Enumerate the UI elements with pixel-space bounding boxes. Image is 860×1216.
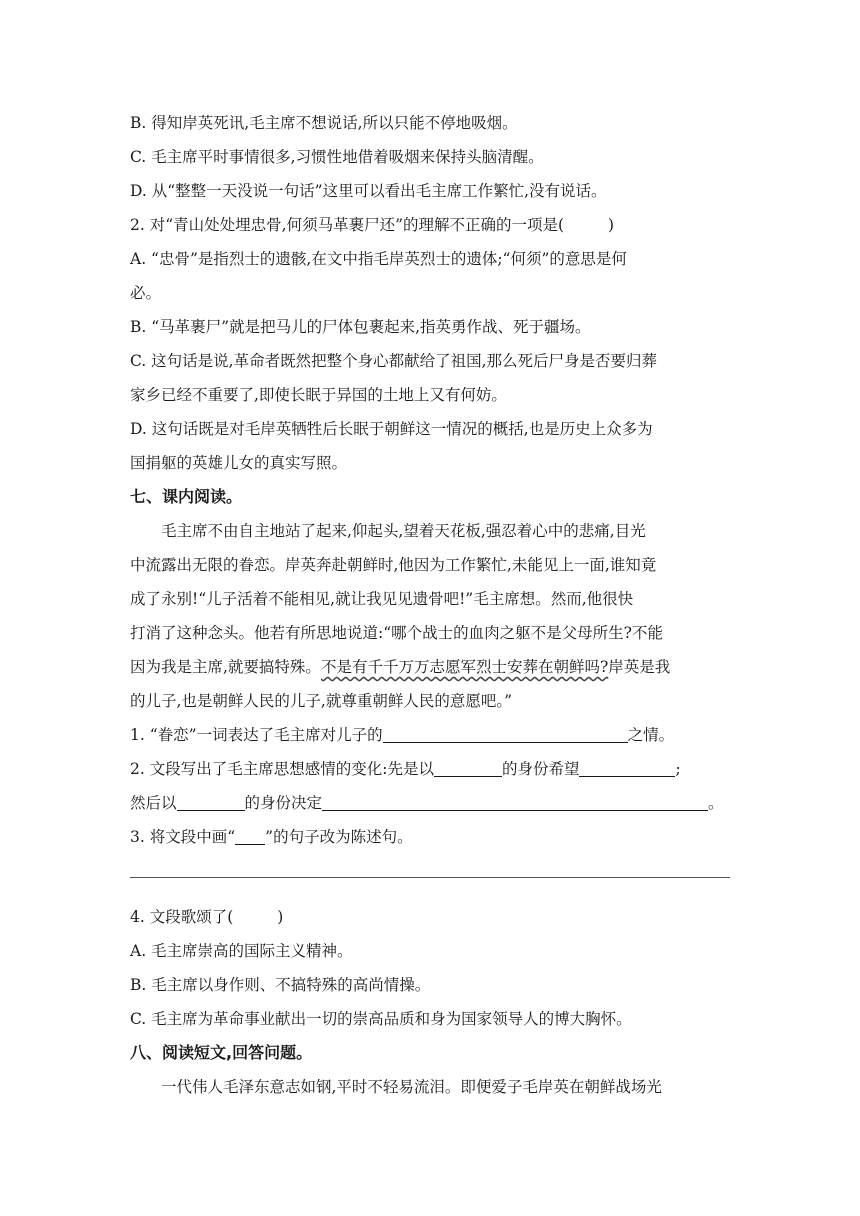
wavy-underlined-sentence: 不是有千千万万志愿军烈士安葬在朝鲜吗? — [320, 658, 609, 676]
passage-text: 因为我是主席,就要搞特殊。 — [130, 658, 321, 676]
q4-option-b: B. 毛主席以身作则、不搞特殊的高尚情操。 — [130, 976, 431, 994]
passage-line: 毛主席不由自主地站了起来,仰起头,望着天花板,强忍着心中的悲痛,目光 — [161, 522, 646, 540]
question-text: 然后以 — [130, 794, 177, 812]
question-text: 之情。 — [627, 726, 675, 744]
question-2-fill — [130, 752, 730, 786]
underline-mark — [235, 827, 265, 845]
question-2-fill-cont — [130, 786, 730, 820]
fill-blank[interactable] — [579, 756, 675, 777]
worksheet-page — [130, 106, 730, 1104]
question-text: 的身份决定 — [244, 794, 323, 812]
option-d: D. 从“整整一天没说一句话”这里可以看出毛主席工作繁忙,没有说话。 — [130, 182, 607, 200]
q4-option-c: C. 毛主席为革命事业献出一切的崇高品质和身为国家领导人的博大胸怀。 — [130, 1010, 632, 1028]
q2-option-b: B. “马革裹尸”就是把马儿的尸体包裹起来,指英勇作战、死于疆场。 — [130, 318, 591, 336]
q2-option-d-line1: D. 这句话既是对毛岸英牺牲后长眠于朝鲜这一情况的概括,也是历史上众多为 — [130, 420, 653, 438]
question-text: 1. “眷恋”一词表达了毛主席对儿子的 — [130, 726, 383, 744]
q2-option-a-line1: A. “忠骨”是指烈士的遗骸,在文中指毛岸英烈士的遗体;“何须”的意思是何 — [130, 250, 627, 268]
q2-option-a-line2: 必。 — [130, 284, 162, 302]
question-text: 的身份希望 — [501, 760, 580, 778]
section-8-heading: 八、阅读短文,回答问题。 — [130, 1043, 313, 1062]
answer-rule — [130, 877, 730, 878]
passage-line — [130, 650, 730, 684]
q4-option-a: A. 毛主席崇高的国际主义精神。 — [130, 942, 353, 960]
passage-line: 的儿子,也是朝鲜人民的儿子,就尊重朝鲜人民的意愿吧。” — [130, 692, 513, 710]
section-7-heading: 七、课内阅读。 — [130, 487, 243, 506]
question-text: ”的句子改为陈述句。 — [265, 828, 413, 846]
passage-line: 成了永别!“儿子活着不能相见,就让我见见遗骨吧!”毛主席想。然而,他很快 — [130, 590, 634, 608]
question-2 — [130, 208, 730, 242]
question-text: 3. 将文段中画“ — [130, 828, 236, 846]
fill-blank[interactable] — [383, 722, 628, 743]
question-text: 4. 文段歌颂了( — [130, 908, 234, 926]
question-1 — [130, 718, 730, 752]
option-c: C. 毛主席平时事情很多,习惯性地借着吸烟来保持头脑清醒。 — [130, 148, 544, 166]
question-4 — [130, 900, 730, 934]
question-2-close: ) — [608, 216, 615, 234]
passage-text: 岸英是我 — [608, 658, 671, 676]
question-3 — [130, 820, 730, 854]
question-2-text: 2. 对“青山处处埋忠骨,何须马革裹尸还”的理解不正确的一项是( — [130, 216, 565, 234]
passage-line: 打消了这种念头。他若有所思地说道:“哪个战士的血肉之躯不是父母所生?不能 — [130, 624, 663, 642]
fill-blank[interactable] — [434, 756, 502, 777]
question-close: ) — [277, 908, 284, 926]
q2-option-d-line2: 国捐躯的英雄儿女的真实写照。 — [130, 454, 348, 472]
answer-line[interactable] — [130, 854, 730, 900]
passage-line: 一代伟人毛泽东意志如钢,平时不轻易流泪。即便爱子毛岸英在朝鲜战场光 — [161, 1078, 662, 1096]
passage-line: 中流露出无限的眷恋。岸英奔赴朝鲜时,他因为工作繁忙,未能见上一面,谁知竟 — [130, 556, 657, 574]
option-b: B. 得知岸英死讯,毛主席不想说话,所以只能不停地吸烟。 — [130, 114, 518, 132]
fill-blank[interactable] — [322, 790, 708, 811]
question-text: 2. 文段写出了毛主席思想感情的变化:先是以 — [130, 760, 434, 778]
q2-option-c-line2: 家乡已经不重要了,即使长眠于异国的土地上又有何妨。 — [130, 386, 507, 404]
question-text: ; — [675, 760, 681, 778]
q2-option-c-line1: C. 这句话是说,革命者既然把整个身心都献给了祖国,那么死后尸身是否要归葬 — [130, 352, 658, 370]
fill-blank[interactable] — [177, 790, 245, 811]
question-text: 。 — [708, 794, 724, 812]
